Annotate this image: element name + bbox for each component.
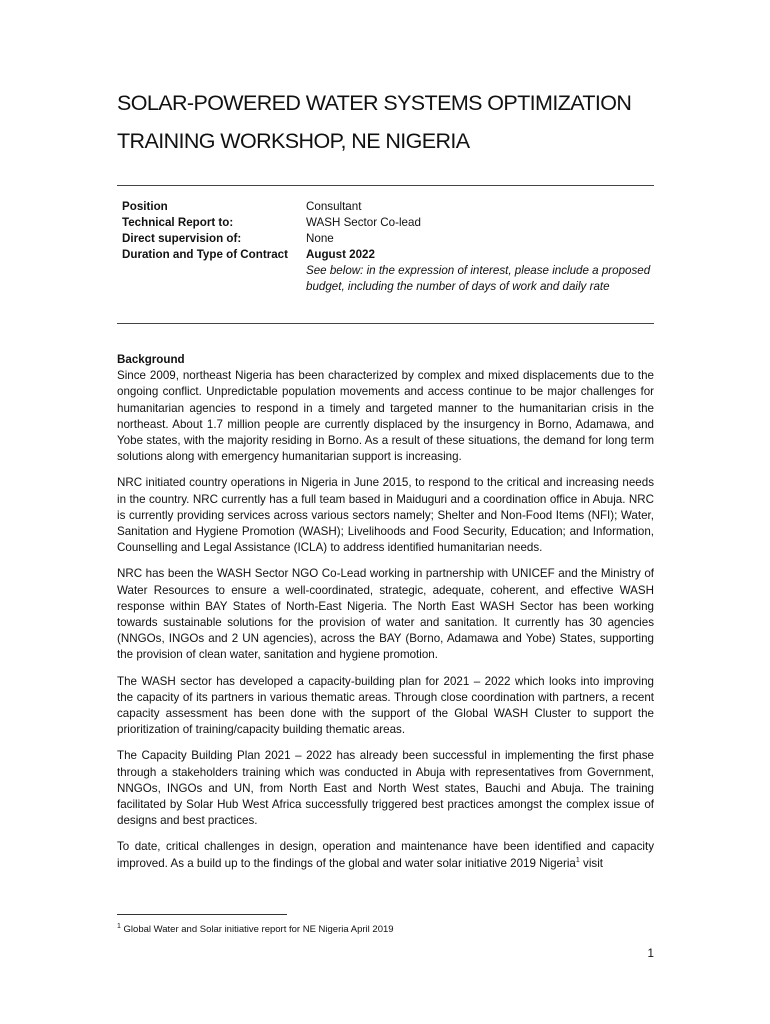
footnote-text: Global Water and Solar initiative report for NE Nigeria April 2019 — [120, 924, 394, 935]
info-value: August 2022 — [306, 248, 375, 261]
document-title — [117, 84, 677, 160]
background-section — [117, 352, 654, 882]
position-info-table — [122, 199, 652, 295]
top-divider — [117, 185, 654, 186]
paragraph: Since 2009, northeast Nigeria has been characterized by complex and mixed displacements due to the ongoing conflict. Unpredictable population movements and access continue to be major challenges for humanitarian agencies to respond in a timely and targeted manner to the humanitarian crisis in the northeast. About 1.7 million people are currently displaced by the insurgency in Borno, Adamawa, and Yobe states, with the majority residing in Borno. As a result of these situations, the demand for long term solutions along with emergency humanitarian support is increasing. — [117, 369, 654, 464]
paragraph-text: To date, critical challenges in design, operation and maintenance have been identified and capacity improved. As a build up to the findings of the global and water solar initiative 2019 Nigeria — [117, 840, 654, 870]
info-value: None — [306, 232, 334, 245]
info-value: Consultant — [306, 200, 362, 213]
bottom-divider — [117, 323, 654, 324]
paragraph-last — [117, 839, 654, 871]
background-heading: Background — [117, 353, 185, 366]
title-line-2: TRAINING WORKSHOP, NE NIGERIA — [117, 129, 470, 153]
page-number: 1 — [647, 947, 654, 960]
info-row-duration — [122, 247, 652, 263]
info-row-note — [122, 263, 652, 295]
info-label: Technical Report to: — [122, 216, 234, 229]
info-label: Duration and Type of Contract — [122, 248, 288, 261]
info-row-technical-report — [122, 215, 652, 231]
info-label: Position — [122, 200, 168, 213]
paragraph-text: visit — [579, 856, 603, 870]
paragraph: NRC initiated country operations in Nigeria in June 2015, to respond to the critical and increasing needs in the country. NRC currently has a full team based in Maiduguri and a coordination office in Abuja. NRC is currently providing services across various sectors namely; Shelter and Non-Food Items (NFI); Water, Sanitation and Hygiene Promotion (WASH); Livelihoods and Food Security, Education; and Information, Counselling and Legal Assistance (ICLA) to address identified humanitarian needs. — [117, 476, 654, 555]
footnote-divider — [117, 914, 287, 915]
paragraph: NRC has been the WASH Sector NGO Co-Lead working in partnership with UNICEF and the Ministry of Water Resources to ensure a well-coordinated, strategic, adequate, coherent, and effective WASH response within BAY States of North-East Nigeria. The North East WASH Sector has been working towards sustainable solutions for the provision of water and sanitation. It currently has 30 agencies (NNGOs, INGOs and 2 UN agencies), across the BAY (Borno, Adamawa and Yobe) States, supporting the provision of clean water, sanitation and hygiene promotion. — [117, 567, 654, 662]
info-row-position — [122, 199, 652, 215]
info-value: WASH Sector Co-lead — [306, 216, 421, 229]
footnote-mark: 1 — [117, 922, 121, 930]
footnote-reference: 1 — [575, 856, 580, 864]
paragraph: The WASH sector has developed a capacity-building plan for 2021 – 2022 which looks into improving the capacity of its partners in various thematic areas. Through close coordination with partners, a recent capacity assessment has been done with the support of the Global WASH Cluster to support the prioritization of training/capacity building thematic areas. — [117, 674, 654, 737]
title-line-1: SOLAR-POWERED WATER SYSTEMS OPTIMIZATION — [117, 91, 632, 115]
info-note: See below: in the expression of interest, please include a proposed budget, including the number of days of work and daily rate — [306, 264, 651, 293]
paragraph: The Capacity Building Plan 2021 – 2022 has already been successful in implementing the first phase through a stakeholders training which was conducted in Abuja with representatives from Government, NNGOs, INGOs and UN, from North East and North West states, Bauchi and Abuja. The training facilitated by Solar Hub West Africa successfully triggered best practices amongst the complex issue of designs and best practices. — [117, 749, 654, 828]
info-label: Direct supervision of: — [122, 232, 242, 245]
info-row-direct-supervision — [122, 231, 652, 247]
info-label-empty — [122, 263, 306, 295]
footnote — [117, 924, 657, 936]
